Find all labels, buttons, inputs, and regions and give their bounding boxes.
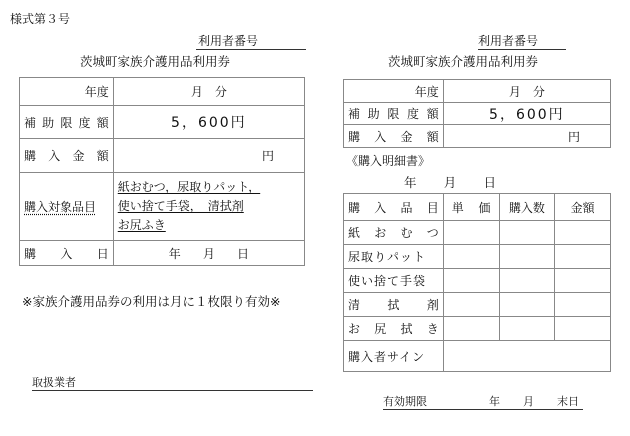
unit-price-cell[interactable]	[443, 245, 499, 269]
char: 購	[348, 129, 361, 144]
purchase-date-label	[20, 241, 114, 266]
detail-header-row	[344, 194, 611, 221]
detail-row-urine-pads	[344, 245, 611, 269]
char: 額	[96, 115, 109, 130]
subsidy-limit-label	[20, 106, 114, 139]
purchase-amount-row	[20, 139, 305, 173]
char: 入	[60, 246, 73, 261]
handler-label: 取扱業者	[32, 376, 76, 389]
subsidy-limit-value: 5，600円	[113, 106, 304, 139]
expiry-end-label: 末日	[557, 395, 579, 408]
monthly-limit-notice: ※家族介護用品券の利用は月に１枚限り有効※	[22, 294, 281, 309]
statement-date[interactable]	[404, 173, 496, 191]
month-label: 月	[202, 246, 215, 261]
year-label: 年	[168, 246, 181, 261]
statement-month-label: 月	[443, 175, 457, 190]
char: 紙	[348, 226, 361, 240]
char: 目	[426, 200, 439, 215]
left-voucher-title: 茨城町家族介護用品利用券	[80, 54, 231, 69]
unit-price-cell[interactable]	[443, 293, 499, 317]
detail-row-gloves	[344, 269, 611, 293]
statement-title: 《購入明細書》	[346, 154, 431, 168]
char: 助	[367, 107, 380, 121]
char: 単	[451, 200, 464, 215]
target-items-line-2: 使い捨て手袋， 清拭剤	[117, 199, 244, 213]
detail-row-cleansing-agent	[344, 293, 611, 317]
right-fiscal-year-label: 年度	[344, 80, 444, 103]
signature-field[interactable]	[443, 341, 610, 372]
char: 額	[96, 149, 109, 163]
char: 購	[348, 200, 361, 215]
unit-price-cell[interactable]	[443, 269, 499, 293]
quantity-cell[interactable]	[499, 317, 555, 341]
purchase-date-field[interactable]	[113, 241, 304, 266]
char: 額	[426, 107, 439, 121]
target-items-row	[20, 173, 305, 241]
quantity-cell[interactable]	[499, 269, 555, 293]
expiry-year-label: 年	[489, 395, 500, 408]
char: 剤	[426, 298, 439, 312]
header-unit-price	[443, 194, 499, 221]
char: 金	[400, 129, 413, 144]
header-item	[344, 194, 444, 221]
char: 入	[374, 129, 387, 144]
signature-label: 購入者サイン	[344, 341, 444, 372]
amount-cell[interactable]	[555, 245, 611, 269]
quantity-cell[interactable]	[499, 221, 555, 245]
unit-price-cell[interactable]	[443, 317, 499, 341]
month-field[interactable]: 月 分	[113, 78, 304, 106]
purchase-detail-table	[343, 193, 611, 372]
target-items-label: 購入対象品目	[20, 173, 114, 241]
target-items-line-3: お尻ふき	[117, 218, 166, 232]
char: 拭	[400, 322, 413, 336]
fiscal-year-row	[20, 78, 305, 106]
right-purchase-amount-label	[344, 125, 444, 148]
char: 日	[96, 246, 109, 261]
char: 入	[374, 200, 387, 215]
day-label: 日	[236, 246, 249, 261]
char: お	[374, 226, 387, 240]
right-user-number-label: 利用者番号	[478, 32, 566, 50]
char: 限	[387, 107, 400, 121]
amount-cell[interactable]	[555, 269, 611, 293]
row-label	[344, 293, 444, 317]
quantity-cell[interactable]	[499, 245, 555, 269]
row-label	[344, 221, 444, 245]
statement-day-label: 日	[483, 175, 496, 190]
expiry-label: 有効期限	[383, 395, 427, 408]
handler-field[interactable]	[32, 374, 313, 391]
quantity-cell[interactable]	[499, 293, 555, 317]
right-fiscal-year-row	[344, 80, 611, 103]
amount-cell[interactable]	[555, 221, 611, 245]
char: 入	[48, 149, 61, 163]
expiry-month-label: 月	[523, 395, 534, 408]
expiry-line[interactable]	[383, 393, 583, 410]
signature-row	[344, 341, 611, 372]
purchase-date-row	[20, 241, 305, 266]
char: 購	[24, 149, 37, 163]
left-user-number-label: 利用者番号	[196, 32, 306, 50]
char: 度	[407, 107, 420, 121]
char: 補	[348, 107, 361, 121]
char: 購	[24, 246, 37, 261]
char: き	[426, 322, 439, 336]
purchase-amount-label	[20, 139, 114, 173]
char: 限	[60, 115, 73, 130]
subsidy-limit-row	[20, 106, 305, 139]
right-purchase-amount-row	[344, 125, 611, 148]
char: 助	[42, 115, 55, 130]
detail-row-diapers	[344, 221, 611, 245]
right-subsidy-limit-row	[344, 103, 611, 125]
char: む	[400, 226, 413, 240]
row-label: 尿取りパット	[344, 245, 444, 269]
char: 補	[24, 115, 37, 130]
header-quantity: 購入数	[499, 194, 555, 221]
amount-cell[interactable]	[555, 293, 611, 317]
char: 清	[348, 298, 361, 312]
target-items-line-1: 紙おむつ，尿取りパット，	[117, 180, 261, 194]
detail-row-wipes	[344, 317, 611, 341]
char: 拭	[387, 298, 400, 312]
right-subsidy-limit-label	[344, 103, 444, 125]
amount-cell[interactable]	[555, 317, 611, 341]
fiscal-year-label: 年度	[20, 78, 114, 106]
right-month-field[interactable]: 月 分	[443, 80, 610, 103]
char: 金	[72, 149, 85, 163]
unit-price-cell[interactable]	[443, 221, 499, 245]
statement-year-label: 年	[404, 175, 417, 190]
char: 度	[78, 115, 91, 130]
form-number: 様式第３号	[10, 12, 71, 26]
header-amount: 金額	[555, 194, 611, 221]
right-summary-table	[343, 79, 611, 148]
char: 額	[426, 129, 439, 144]
row-label: 使い捨て手袋	[344, 269, 444, 293]
char: 価	[478, 200, 491, 215]
target-items-list	[113, 173, 304, 241]
char: お	[348, 322, 361, 336]
right-purchase-amount-field[interactable]: 円	[443, 125, 610, 148]
left-voucher-table	[19, 77, 305, 266]
right-voucher-title: 茨城町家族介護用品利用券	[388, 54, 539, 69]
char: つ	[426, 226, 439, 240]
row-label	[344, 317, 444, 341]
char: 品	[400, 200, 413, 215]
right-subsidy-limit-value: 5，600円	[443, 103, 610, 125]
purchase-amount-field[interactable]: 円	[113, 139, 304, 173]
char: 尻	[374, 322, 387, 336]
